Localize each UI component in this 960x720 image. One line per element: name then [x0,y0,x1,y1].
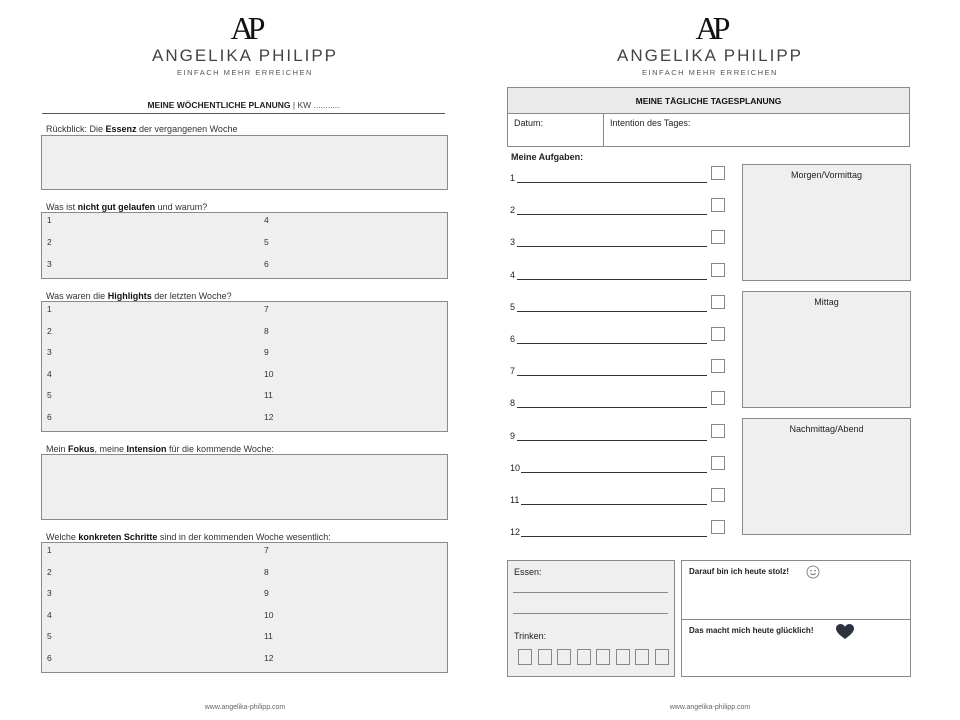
happy-field[interactable] [681,619,911,677]
task-checkbox[interactable] [711,391,725,405]
highlights-box[interactable] [41,301,448,432]
list-number: 4 [47,610,52,620]
water-glass-checkbox[interactable] [655,649,669,665]
task-checkbox[interactable] [711,456,725,470]
slot-morning[interactable] [742,164,911,281]
list-number: 12 [264,412,274,422]
task-line[interactable] [517,407,707,408]
task-number: 5 [510,301,516,312]
list-number: 8 [264,326,269,336]
list-number: 11 [264,631,273,641]
task-number: 3 [510,237,516,248]
footer-url-left: www.angelika-philipp.com [204,704,286,711]
task-checkbox[interactable] [711,488,725,502]
food-drink-box [507,560,675,677]
list-number: 7 [264,304,269,314]
task-checkbox[interactable] [711,166,725,180]
task-line[interactable] [517,246,707,247]
brand-name: ANGELIKA PHILIPP [616,46,803,65]
essence-box[interactable] [41,135,448,190]
task-checkbox[interactable] [711,327,725,341]
task-number: 2 [510,205,516,216]
water-glass-checkbox[interactable] [616,649,630,665]
task-line[interactable] [517,440,707,441]
weekly-title [42,100,445,110]
list-number: 9 [264,347,269,357]
task-number: 9 [510,430,516,441]
drink-label: Trinken: [514,631,547,641]
task-checkbox[interactable] [711,424,725,438]
weekly-kw: | KW ........... [292,100,340,110]
list-number: 5 [47,631,52,641]
water-glass-checkbox[interactable] [577,649,591,665]
water-glass-checkbox[interactable] [557,649,571,665]
smiley-icon [806,565,820,581]
task-number: 12 [510,527,521,538]
logo-right [600,12,820,77]
task-line[interactable] [521,504,707,505]
happy-label: Das macht mich heute glücklich! [689,626,814,635]
list-number: 2 [47,237,52,247]
list-number: 2 [47,567,52,577]
task-number: 7 [510,366,516,377]
proud-label: Darauf bin ich heute stolz! [689,567,790,576]
question-not-good: Was ist nicht gut gelaufen und warum? [46,202,208,212]
weekly-title-text: MEINE WÖCHENTLICHE PLANUNG [147,100,291,110]
question-focus: Mein Fokus, meine Intension für die kommende Woche: [46,444,274,454]
steps-box[interactable] [41,542,448,673]
water-glass-checkbox[interactable] [518,649,532,665]
task-number: 10 [510,462,521,473]
list-number: 4 [264,215,269,225]
task-line[interactable] [517,214,707,215]
task-number: 4 [510,269,516,280]
task-checkbox[interactable] [711,359,725,373]
food-line[interactable] [513,592,668,593]
task-number: 6 [510,334,516,344]
list-number: 12 [264,653,274,663]
date-field[interactable] [507,113,604,147]
slot-label: Nachmittag/Abend [789,424,864,434]
list-number: 10 [264,369,274,379]
task-line[interactable] [517,279,707,280]
tasks-label: Meine Aufgaben: [511,152,584,162]
intention-label: Intention des Tages: [610,118,691,128]
list-number: 3 [47,588,52,598]
slot-label: Morgen/Vormittag [790,170,863,180]
brand-tagline: EINFACH MEHR ERREICHEN [642,68,778,77]
question-essence: Rückblick: Die Essenz der vergangenen Woche [46,124,238,134]
logo-mark: AP [230,10,260,46]
slot-evening[interactable] [742,418,911,535]
food-label: Essen: [514,567,542,577]
list-number: 4 [47,369,52,379]
logo-left [135,12,355,77]
list-number: 1 [47,304,52,314]
list-number: 1 [47,545,52,555]
proud-field[interactable] [681,560,911,620]
date-label: Datum: [514,118,544,128]
brand-tagline: EINFACH MEHR ERREICHEN [177,68,313,77]
question-highlights: Was waren die Highlights der letzten Woche? [46,291,232,301]
list-number: 7 [264,545,269,555]
task-line[interactable] [517,343,707,344]
food-line[interactable] [513,613,668,614]
list-number: 5 [264,237,269,247]
not-good-box[interactable] [41,212,448,279]
task-number: 11 [510,495,520,505]
task-line[interactable] [517,182,707,183]
footer-url-right: www.angelika-philipp.com [669,704,751,711]
list-number: 10 [264,610,274,620]
task-number: 1 [510,173,516,183]
task-line[interactable] [517,311,707,312]
task-checkbox[interactable] [711,230,725,244]
brand-name: ANGELIKA PHILIPP [151,46,338,65]
task-checkbox[interactable] [711,295,725,309]
task-checkbox[interactable] [711,263,725,277]
list-number: 3 [47,347,52,357]
water-glass-checkbox[interactable] [538,649,552,665]
logo-mark: AP [695,10,725,46]
list-number: 6 [47,653,52,663]
task-checkbox[interactable] [711,198,725,212]
slot-label: Mittag [814,297,839,307]
list-number: 5 [47,390,52,400]
list-number: 8 [264,567,269,577]
daily-title: MEINE TÄGLICHE TAGESPLANUNG [507,87,910,114]
focus-box[interactable] [41,454,448,520]
water-glass-checkbox[interactable] [596,649,610,665]
list-number: 6 [264,259,269,269]
list-number: 9 [264,588,269,598]
intention-field[interactable] [603,113,910,147]
task-checkbox[interactable] [711,520,725,534]
task-number: 8 [510,398,516,409]
water-glass-checkbox[interactable] [635,649,649,665]
task-line[interactable] [521,472,707,473]
list-number: 1 [47,215,52,225]
list-number: 6 [47,412,52,422]
slot-noon[interactable] [742,291,911,408]
question-steps: Welche konkreten Schritte sind in der kommenden Woche wesentlich: [46,532,331,542]
title-underline [42,113,445,114]
heart-icon [836,624,854,642]
list-number: 2 [47,326,52,336]
task-line[interactable] [517,375,707,376]
list-number: 3 [47,259,52,269]
list-number: 11 [264,390,273,400]
task-line[interactable] [521,536,707,537]
